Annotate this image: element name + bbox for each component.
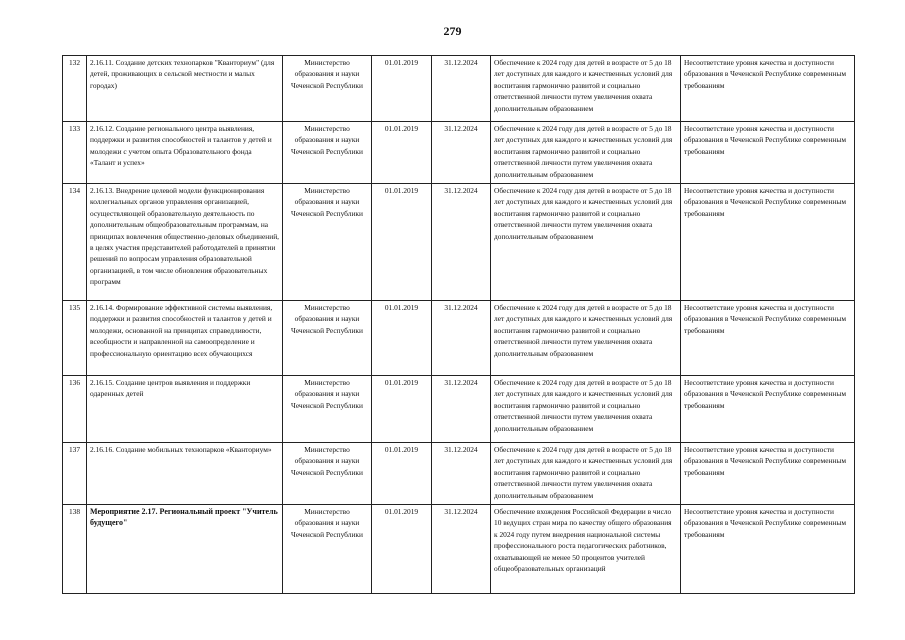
row-number: 138 bbox=[63, 505, 87, 594]
table-row bbox=[63, 443, 855, 505]
responsible-executor-cell: Министерство образования и науки Чеченской Республики bbox=[283, 505, 372, 594]
row-number: 133 bbox=[63, 122, 87, 184]
activity-cell: Мероприятие 2.17. Региональный проект "Учитель будущего" bbox=[87, 505, 283, 594]
expected-result-cell: Обеспечение к 2024 году для детей в возрасте от 5 до 18 лет доступных для каждого и качественных условий для воспитания гармонично развитой и социально ответственной личности путем увеличения охвата дополнительным образованием bbox=[491, 443, 681, 505]
end-date-cell: 31.12.2024 bbox=[432, 376, 491, 443]
table-row bbox=[63, 184, 855, 301]
risk-cell: Несоответствие уровня качества и доступности образования в Чеченской Республике современным требованиям bbox=[681, 443, 855, 505]
expected-result-cell: Обеспечение к 2024 году для детей в возрасте от 5 до 18 лет доступных для каждого и качественных условий для воспитания гармонично развитой и социально ответственной личности путем увеличения охвата дополнительным образованием bbox=[491, 56, 681, 122]
risk-cell: Несоответствие уровня качества и доступности образования в Чеченской Республике современным требованиям bbox=[681, 505, 855, 594]
row-number: 137 bbox=[63, 443, 87, 505]
start-date-cell: 01.01.2019 bbox=[372, 122, 432, 184]
row-number: 136 bbox=[63, 376, 87, 443]
table-row bbox=[63, 376, 855, 443]
expected-result-cell: Обеспечение к 2024 году для детей в возрасте от 5 до 18 лет доступных для каждого и качественных условий для воспитания гармонично развитой и социально ответственной личности путем увеличения охвата дополнительным образованием bbox=[491, 376, 681, 443]
activity-cell: 2.16.15. Создание центров выявления и поддержки одаренных детей bbox=[87, 376, 283, 443]
end-date-cell: 31.12.2024 bbox=[432, 301, 491, 376]
start-date-cell: 01.01.2019 bbox=[372, 56, 432, 122]
end-date-cell: 31.12.2024 bbox=[432, 56, 491, 122]
end-date-cell: 31.12.2024 bbox=[432, 122, 491, 184]
row-number: 132 bbox=[63, 56, 87, 122]
activity-cell: 2.16.16. Создание мобильных технопарков «Кванториум» bbox=[87, 443, 283, 505]
table-row bbox=[63, 122, 855, 184]
activity-cell: 2.16.12. Создание регионального центра выявления, поддержки и развития способностей и талантов у детей и молодежи с учетом опыта Образовательного фонда «Талант и успех» bbox=[87, 122, 283, 184]
responsible-executor-cell: Министерство образования и науки Чеченской Республики bbox=[283, 301, 372, 376]
table-row bbox=[63, 301, 855, 376]
responsible-executor-cell: Министерство образования и науки Чеченской Республики bbox=[283, 56, 372, 122]
responsible-executor-cell: Министерство образования и науки Чеченской Республики bbox=[283, 122, 372, 184]
row-number: 134 bbox=[63, 184, 87, 301]
expected-result-cell: Обеспечение к 2024 году для детей в возрасте от 5 до 18 лет доступных для каждого и качественных условий для воспитания гармонично развитой и социально ответственной личности путем увеличения охвата дополнительным образованием bbox=[491, 301, 681, 376]
end-date-cell: 31.12.2024 bbox=[432, 443, 491, 505]
table-row bbox=[63, 505, 855, 594]
risk-cell: Несоответствие уровня качества и доступности образования в Чеченской Республике современным требованиям bbox=[681, 122, 855, 184]
row-number: 135 bbox=[63, 301, 87, 376]
start-date-cell: 01.01.2019 bbox=[372, 184, 432, 301]
start-date-cell: 01.01.2019 bbox=[372, 376, 432, 443]
responsible-executor-cell: Министерство образования и науки Чеченской Республики bbox=[283, 184, 372, 301]
responsible-executor-cell: Министерство образования и науки Чеченской Республики bbox=[283, 443, 372, 505]
expected-result-cell: Обеспечение к 2024 году для детей в возрасте от 5 до 18 лет доступных для каждого и качественных условий для воспитания гармонично развитой и социально ответственной личности путем увеличения охвата дополнительным образованием bbox=[491, 122, 681, 184]
activity-cell: 2.16.13. Внедрение целевой модели функционирования коллегиальных органов управления организацией, осуществляющей образовательную деятельность по дополнительным общеобразовательным программам, на принципах вовлечения общественно-деловых объединений, в целях участия представителей работодателей в принятии решений по вопросам управления образовательной организацией, в том числе обновления образовательных программ bbox=[87, 184, 283, 301]
expected-result-cell: Обеспечение вхождения Российской Федерации в число 10 ведущих стран мира по качеству общего образования к 2024 году путем внедрения национальной системы профессионального роста педагогических работников, охватывающей не менее 50 процентов учителей общеобразовательных организаций bbox=[491, 505, 681, 594]
page-number: 279 bbox=[443, 24, 462, 38]
activity-cell: 2.16.11. Создание детских технопарков "Кванториум" (для детей, проживающих в сельской местности и малых городах) bbox=[87, 56, 283, 122]
risk-cell: Несоответствие уровня качества и доступности образования в Чеченской Республике современным требованиям bbox=[681, 301, 855, 376]
measures-table bbox=[62, 55, 855, 594]
responsible-executor-cell: Министерство образования и науки Чеченской Республики bbox=[283, 376, 372, 443]
activity-cell: 2.16.14. Формирование эффективной системы выявления, поддержки и развития способностей и талантов у детей и молодежи, основанной на принципах справедливости, всеобщности и направленной на самоопределение и профессиональную ориентацию всех обучающихся bbox=[87, 301, 283, 376]
start-date-cell: 01.01.2019 bbox=[372, 301, 432, 376]
risk-cell: Несоответствие уровня качества и доступности образования в Чеченской Республике современным требованиям bbox=[681, 56, 855, 122]
risk-cell: Несоответствие уровня качества и доступности образования в Чеченской Республике современным требованиям bbox=[681, 184, 855, 301]
table-row bbox=[63, 56, 855, 122]
start-date-cell: 01.01.2019 bbox=[372, 505, 432, 594]
end-date-cell: 31.12.2024 bbox=[432, 184, 491, 301]
risk-cell: Несоответствие уровня качества и доступности образования в Чеченской Республике современным требованиям bbox=[681, 376, 855, 443]
end-date-cell: 31.12.2024 bbox=[432, 505, 491, 594]
start-date-cell: 01.01.2019 bbox=[372, 443, 432, 505]
expected-result-cell: Обеспечение к 2024 году для детей в возрасте от 5 до 18 лет доступных для каждого и качественных условий для воспитания гармонично развитой и социально ответственной личности путем увеличения охвата дополнительным образованием bbox=[491, 184, 681, 301]
